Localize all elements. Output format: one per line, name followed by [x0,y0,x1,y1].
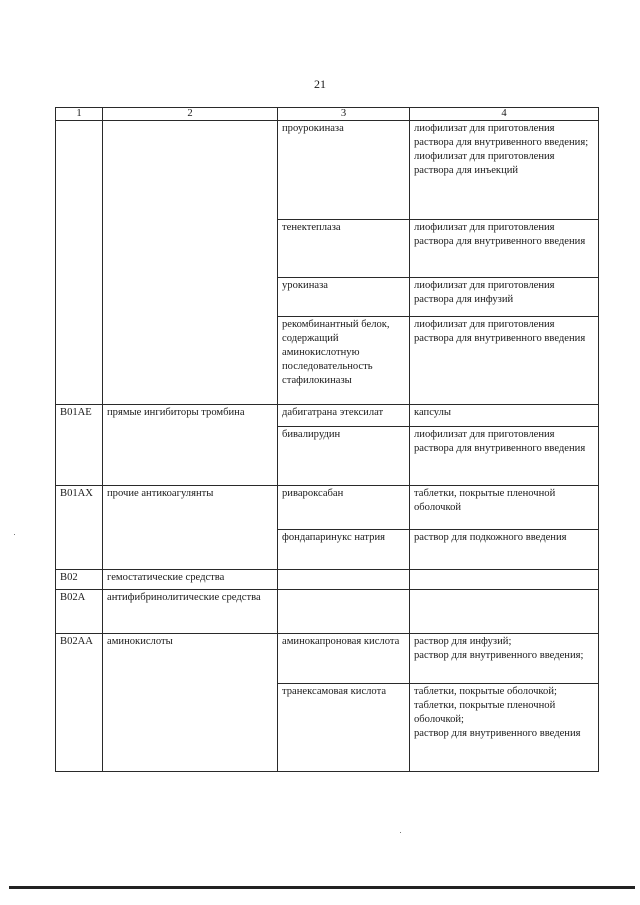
table-body [56,121,599,772]
group-name-cell: аминокислоты [103,634,278,772]
dosage-form-cell: раствор для инфузий; раствор для внутривенного введения; [410,634,599,684]
dosage-form-cell: лиофилизат для приготовления раствора для инфузий [410,278,599,317]
drug-name-cell: ривароксабан [278,486,410,530]
drug-list-table [55,107,599,772]
atc-code-cell: B02AA [56,634,103,772]
table-row [56,486,599,530]
group-name-cell [103,121,278,405]
dosage-form-cell [410,570,599,590]
table-row [56,570,599,590]
group-name-cell: прямые ингибиторы тромбина [103,405,278,486]
drug-name-cell: рекомбинантный белок, содержащий аминокислотную последовательность стафилокиназы [278,317,410,405]
dosage-form-cell: лиофилизат для приготовления раствора для внутривенного введения [410,317,599,405]
column-header: 1 [56,108,103,121]
column-header: 3 [278,108,410,121]
atc-code-cell: B01AE [56,405,103,486]
column-header: 2 [103,108,278,121]
dosage-form-cell: лиофилизат для приготовления раствора для внутривенного введения [410,220,599,278]
scan-speck [400,832,401,833]
scan-speck [14,534,15,535]
table-row [56,634,599,684]
drug-name-cell: транексамовая кислота [278,684,410,772]
group-name-cell: прочие антикоагулянты [103,486,278,570]
atc-code-cell [56,121,103,405]
drug-name-cell: аминокапроновая кислота [278,634,410,684]
drug-name-cell: фондапаринукс натрия [278,530,410,570]
atc-code-cell: B02 [56,570,103,590]
drug-name-cell: дабигатрана этексилат [278,405,410,427]
drug-name-cell [278,570,410,590]
drug-name-cell [278,590,410,634]
page-number: 21 [314,77,326,91]
dosage-form-cell: раствор для подкожного введения [410,530,599,570]
drug-name-cell: бивалирудин [278,427,410,486]
drug-name-cell: урокиназа [278,278,410,317]
group-name-cell: антифибринолитические средства [103,590,278,634]
dosage-form-cell [410,590,599,634]
drug-name-cell: тенектеплаза [278,220,410,278]
drug-name-cell: проурокиназа [278,121,410,220]
table-header-row [56,108,599,121]
page-bottom-rule [9,886,635,889]
dosage-form-cell: лиофилизат для приготовления раствора для внутривенного введения; лиофилизат для приготовления раствора для инъекций [410,121,599,220]
table-row [56,405,599,427]
table-row [56,121,599,220]
dosage-form-cell: таблетки, покрытые пленочной оболочкой [410,486,599,530]
atc-code-cell: B02A [56,590,103,634]
atc-code-cell: B01AX [56,486,103,570]
dosage-form-cell: таблетки, покрытые оболочкой; таблетки, покрытые пленочной оболочкой; раствор для внутривенного введения [410,684,599,772]
table-row [56,590,599,634]
column-header: 4 [410,108,599,121]
dosage-form-cell: лиофилизат для приготовления раствора для внутривенного введения [410,427,599,486]
group-name-cell: гемостатические средства [103,570,278,590]
dosage-form-cell: капсулы [410,405,599,427]
